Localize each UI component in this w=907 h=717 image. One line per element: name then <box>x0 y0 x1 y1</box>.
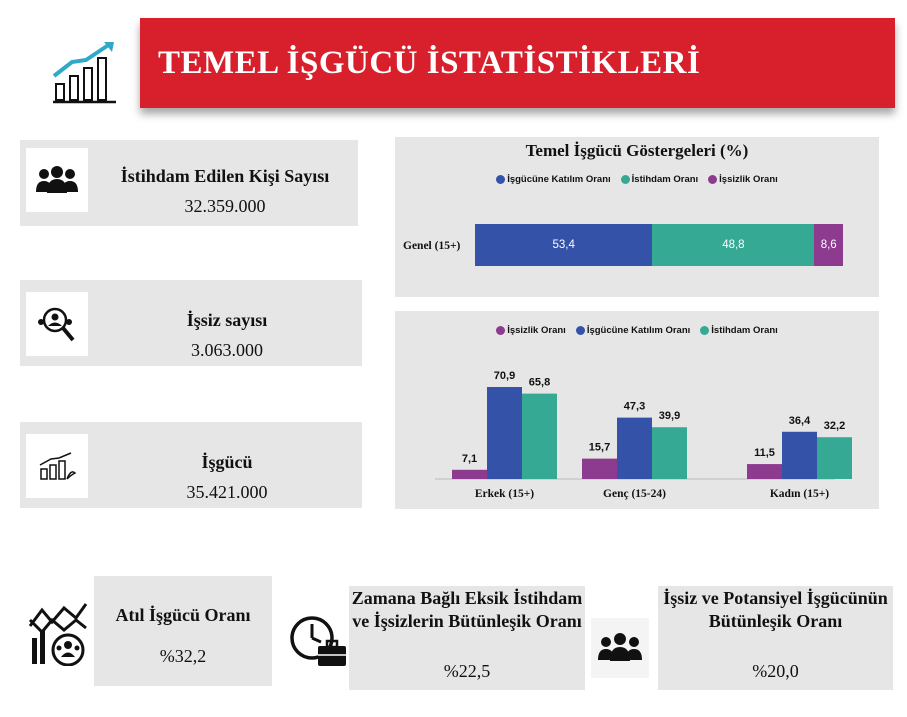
bar-segment <box>652 224 814 266</box>
data-label: 65,8 <box>528 376 551 389</box>
legend-label: İstihdam Oranı <box>711 325 778 336</box>
data-label: 8,6 <box>820 239 837 251</box>
summary-card-title: Zamana Bağlı Eksik İstihdam ve İşsizlerin Bütünleşik Oranı <box>351 588 583 632</box>
stacked-bar <box>475 224 843 266</box>
bar <box>617 418 652 479</box>
bar-segment <box>814 224 843 266</box>
summary-card-potential-labor <box>658 586 893 690</box>
chart-legend <box>395 174 879 185</box>
summary-card-idle-labor <box>94 576 272 686</box>
legend-label: İşsizlik Oranı <box>507 325 566 336</box>
stat-card-value: 35.421.000 <box>186 482 268 502</box>
summary-card-value: %20,0 <box>752 661 799 681</box>
legend-item <box>708 174 778 185</box>
bar <box>747 464 782 479</box>
category-label: Genç (15-24) <box>603 488 666 500</box>
page-title: TEMEL İŞGÜCÜ İSTATİSTİKLERİ <box>158 44 701 81</box>
stat-card-value: 32.359.000 <box>184 196 266 216</box>
bar <box>582 459 617 479</box>
bar <box>652 427 687 479</box>
data-label: 15,7 <box>588 441 611 454</box>
bar <box>522 394 557 479</box>
people-group-icon <box>591 618 649 678</box>
chart-people-icon <box>28 600 88 666</box>
bar <box>817 437 852 479</box>
legend-swatch <box>708 175 717 184</box>
data-label: 53,4 <box>552 239 575 251</box>
category-label: Genel (15+) <box>403 240 461 252</box>
bar <box>487 387 522 479</box>
bar <box>452 470 487 479</box>
data-label: 48,8 <box>722 239 745 251</box>
grouped-bar-chart <box>395 311 879 509</box>
legend-label: İşsizlik Oranı <box>719 174 778 185</box>
stat-card-labor-force <box>20 422 362 508</box>
people-group-icon <box>26 148 88 212</box>
stat-card-employed <box>20 140 358 226</box>
title-banner <box>140 18 895 108</box>
data-label: 7,1 <box>461 452 478 465</box>
data-label: 32,2 <box>823 420 846 433</box>
stat-card-unemployed <box>20 280 362 366</box>
bar-growth-icon <box>26 434 88 498</box>
stat-card-title: İşgücü <box>201 452 253 472</box>
summary-card-title: İşsiz ve Potansiyel İşgücünün Bütünleşik Oranı <box>663 588 888 632</box>
indicators-chart-panel <box>395 137 879 297</box>
groups-chart-panel <box>395 311 879 509</box>
summary-card-value: %22,5 <box>443 661 491 681</box>
chart-title: Temel İşgücü Göstergeleri (%) <box>525 141 749 160</box>
legend-swatch <box>496 175 505 184</box>
legend-swatch <box>621 175 630 184</box>
stat-card-title: İşsiz sayısı <box>186 310 268 330</box>
summary-card-value: %32,2 <box>159 646 207 666</box>
legend-label: İşgücüne Katılım Oranı <box>507 174 611 185</box>
data-label: 39,9 <box>658 410 681 423</box>
growth-chart-icon <box>50 40 120 106</box>
legend-item <box>496 174 610 185</box>
data-label: 11,5 <box>754 447 775 460</box>
data-label: 36,4 <box>788 414 811 427</box>
data-label: 47,3 <box>623 400 646 413</box>
person-search-icon <box>26 292 88 356</box>
legend-label: İstihdam Oranı <box>631 174 699 185</box>
category-label: Erkek (15+) <box>474 488 535 500</box>
bar-segment <box>475 224 652 266</box>
legend-item <box>621 174 699 185</box>
stat-card-value: 3.063.000 <box>191 340 263 360</box>
legend-label: İşgücüne Katılım Oranı <box>586 325 691 336</box>
bar <box>782 432 817 479</box>
category-label: Kadın (15+) <box>769 488 830 500</box>
clock-briefcase-icon <box>288 614 350 670</box>
stat-card-title: İstihdam Edilen Kişi Sayısı <box>120 166 330 186</box>
summary-card-underemployment <box>349 586 585 690</box>
data-label: 70,9 <box>493 370 516 382</box>
summary-card-title: Atıl İşgücü Oranı <box>115 605 251 625</box>
